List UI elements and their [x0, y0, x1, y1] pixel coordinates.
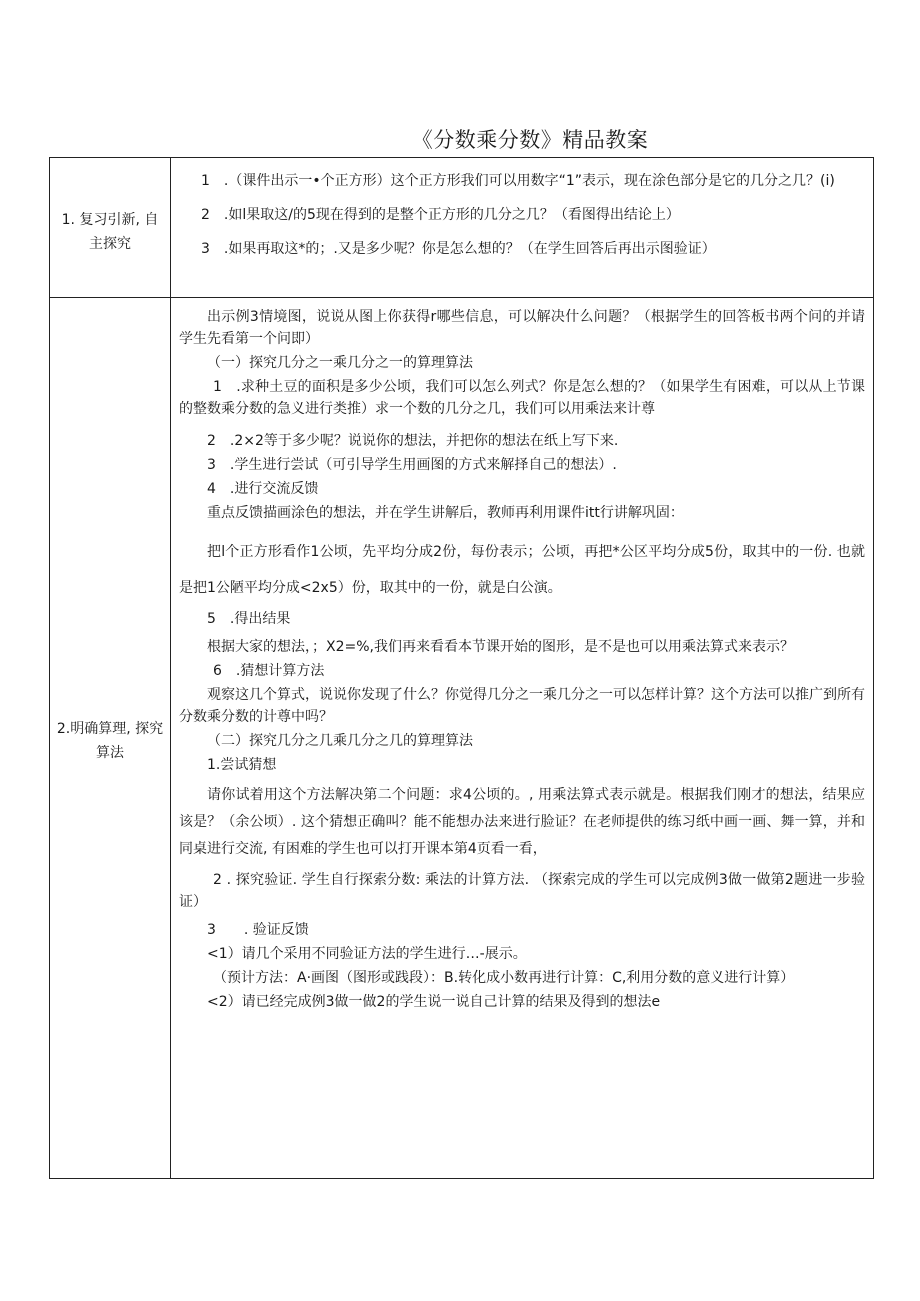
section-label-review: 1. 复习引新, 自主探究 [61, 212, 159, 252]
paragraph: <2）请已经完成例3做一做2的学生说一说自己计算的结果及得到的想法e [207, 994, 661, 1010]
paragraph: 请你试着用这个方法解决第二个问题：求4公顷的。, 用乘法算式表示就是。根据我们刚才的想法，结果应该是？（余公顷）. 这个猜想正确叫？能不能想办法来进行脸证？在老师提供的练习纸中画一画、舞一算，并和同桌进行交流, 有困难的学生也可以打开课本第4页看一看， [179, 787, 865, 857]
section-content-review [171, 158, 873, 260]
section-label-cell [50, 298, 171, 1179]
paragraph: 1.尝试猜想 [207, 757, 277, 773]
paragraph: 根据大家的想法，；X2=%,我们再来看看本节课开始的图形，是不是也可以用乘法算式来表示？ [207, 639, 794, 655]
section-content-explore [171, 298, 873, 1013]
paragraph: 2 . 探究验证. 学生自行探索分数: 乘法的计算方法. （探索完成的学生可以完成例3做一做第2题进一步验证） [179, 872, 865, 910]
paragraph: （预计方法：A·画图（图形或践段）：B.转化成小数再进行计算：C,利用分数的意义进行计算） [213, 970, 795, 986]
paragraph: 把l个正方形看作1公顷，先平均分成2份，每份表示；公顷，再把*公区平均分成5份，取其中的一份. 也就是把1公陋平均分成<2x5）份，取其中的一份，就是白公演。 [179, 544, 865, 596]
paragraph: <1）请几个采用不同验证方法的学生进行…-展示。 [207, 946, 527, 962]
paragraph: 4 .进行交流反馈 [207, 481, 319, 497]
paragraph: 2 .2×2等于多少呢？说说你的想法，并把你的想法在纸上写下来. [207, 433, 619, 449]
paragraph: 1 .求种土豆的面积是多少公顷，我们可以怎么列式？你是怎么想的？（如果学生有困难，可以从上节课的整数乘分数的急义进行类推）求一个数的几分之几，我们可以用乘法来计尊 [179, 379, 865, 417]
paragraph: 出示例3情境图，说说从图上你获得r哪些信息，可以解决什么问题？（根据学生的回答板书两个问的并请学生先看第一个问即） [179, 309, 865, 347]
lesson-plan-table [49, 157, 874, 1179]
paragraph: 观察这几个算式，说说你发现了什么？你觉得几分之一乘几分之一可以怎样计算？这个方法可以推广到所有分数乘分数的计尊中吗？ [179, 687, 865, 725]
document-title: 《分数乘分数》精品教案 [411, 128, 649, 152]
section-content-cell [171, 158, 874, 298]
subsection-heading: （一）探究几分之一乘几分之一的算理算法 [207, 355, 473, 371]
section-content-cell [171, 298, 874, 1179]
paragraph: 重点反馈描画涂色的想法，并在学生讲解后，教师再利用课件itt行讲解巩固： [207, 505, 684, 521]
paragraph: 3 .如果再取这*的；.又是多少呢？你是怎么想的？（在学生回答后再出示图验证） [201, 241, 716, 257]
paragraph: 2 .如l果取这/的5现在得到的是整个正方形的几分之几？（看图得出结论上） [201, 207, 680, 223]
paragraph: 5 .得出结果 [207, 611, 291, 627]
paragraph: 1 .（课件出示一•个正方形）这个正方形我们可以用数字“1”表示，现在涂色部分是它的几分之几？(i) [201, 173, 835, 189]
table-row-review [50, 158, 874, 298]
section-label-cell [50, 158, 171, 298]
paragraph: 3 .学生进行尝试（可引导学生用画图的方式来解择自己的想法）. [207, 457, 617, 473]
table-row-explore [50, 298, 874, 1179]
paragraph: 3 . 验证反馈 [207, 922, 309, 938]
subsection-heading: （二）探究几分之几乘几分之几的算理算法 [207, 733, 473, 749]
section-label-explore: 2.明确算理, 探究算法 [56, 721, 164, 761]
paragraph: 6 .猜想计算方法 [213, 663, 325, 679]
